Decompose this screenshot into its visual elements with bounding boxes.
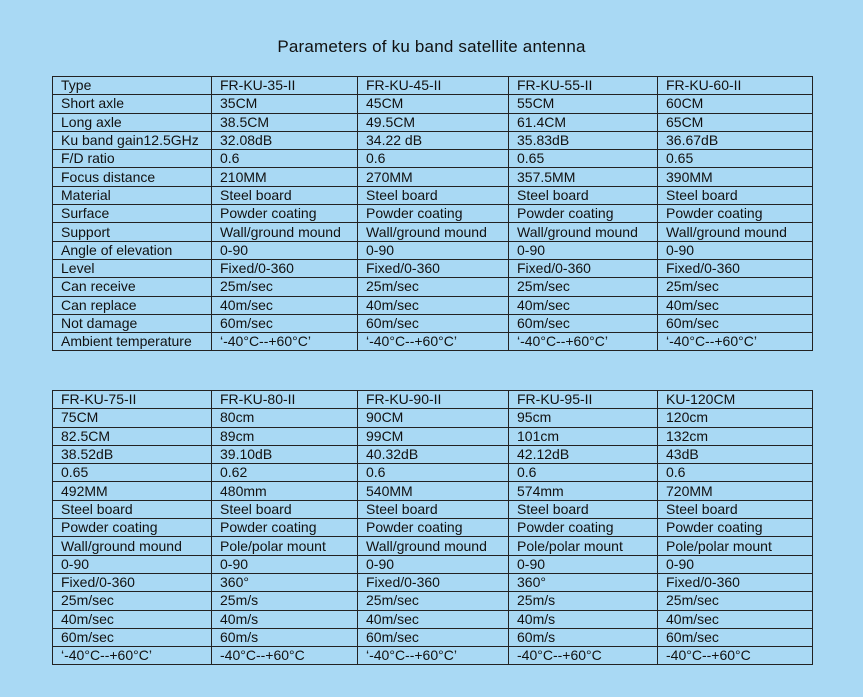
table-cell: 25m/sec <box>658 592 813 610</box>
table-cell: 574mm <box>509 482 658 500</box>
table-cell: Powder coating <box>358 519 509 537</box>
table-cell: 0-90 <box>358 555 509 573</box>
table-cell: 40m/sec <box>658 296 813 314</box>
table-cell: Fixed/0-360 <box>358 259 509 277</box>
table-cell: Wall/ground mound <box>53 537 212 555</box>
table-cell: FR-KU-75-II <box>53 391 212 409</box>
table-cell: 0-90 <box>658 241 813 259</box>
table-row <box>53 113 813 131</box>
table-cell: 25m/sec <box>358 592 509 610</box>
table-cell: 36.67dB <box>658 131 813 149</box>
table-cell: Pole/polar mount <box>212 537 358 555</box>
table-cell: 90CM <box>358 409 509 427</box>
table-cell: Steel board <box>212 186 358 204</box>
table-cell: Wall/ground mound <box>358 223 509 241</box>
table-cell: 80cm <box>212 409 358 427</box>
table-cell: 390MM <box>658 168 813 186</box>
table-cell: Pole/polar mount <box>509 537 658 555</box>
table-row <box>53 445 813 463</box>
table-cell: FR-KU-45-II <box>358 77 509 95</box>
table-cell: 60m/sec <box>53 628 212 646</box>
table-row <box>53 278 813 296</box>
table-row <box>53 555 813 573</box>
table-cell: 492MM <box>53 482 212 500</box>
table-cell: ‘-40°C--+60°C’ <box>358 647 509 665</box>
table-cell: 82.5CM <box>53 427 212 445</box>
table-cell: Fixed/0-360 <box>509 259 658 277</box>
table-row <box>53 427 813 445</box>
table-row <box>53 77 813 95</box>
table-cell: 270MM <box>358 168 509 186</box>
table-row <box>53 519 813 537</box>
table-cell: 60m/sec <box>358 314 509 332</box>
table-cell: 40m/sec <box>509 296 658 314</box>
table-row <box>53 464 813 482</box>
table-cell: 540MM <box>358 482 509 500</box>
row-label-cell: Type <box>53 77 212 95</box>
table-cell: Powder coating <box>509 519 658 537</box>
table-cell: 0-90 <box>358 241 509 259</box>
table-cell: 210MM <box>212 168 358 186</box>
table-cell: 40m/sec <box>358 610 509 628</box>
table-cell: 0-90 <box>509 241 658 259</box>
table-cell: FR-KU-60-II <box>658 77 813 95</box>
table-cell: 61.4CM <box>509 113 658 131</box>
row-label-cell: Level <box>53 259 212 277</box>
table-cell: FR-KU-35-II <box>212 77 358 95</box>
table-row <box>53 241 813 259</box>
table-cell: 75CM <box>53 409 212 427</box>
table-cell: 0.65 <box>53 464 212 482</box>
table-cell: 34.22 dB <box>358 131 509 149</box>
table-cell: Powder coating <box>212 205 358 223</box>
table-cell: 40m/sec <box>212 296 358 314</box>
table-cell: -40°C--+60°C <box>212 647 358 665</box>
table-cell: ‘-40°C--+60°C’ <box>212 333 358 351</box>
table-cell: -40°C--+60°C <box>658 647 813 665</box>
table-cell: 0.6 <box>509 464 658 482</box>
table-cell: 40m/s <box>212 610 358 628</box>
table-cell: 25m/sec <box>53 592 212 610</box>
table-cell: 40.32dB <box>358 445 509 463</box>
table-cell: 132cm <box>658 427 813 445</box>
table-cell: 40m/sec <box>658 610 813 628</box>
table-cell: 0-90 <box>658 555 813 573</box>
table-cell: Steel board <box>509 500 658 518</box>
table-cell: Powder coating <box>53 519 212 537</box>
table-cell: Wall/ground mound <box>658 223 813 241</box>
row-label-cell: Angle of elevation <box>53 241 212 259</box>
table-cell: 0.6 <box>658 464 813 482</box>
table-row <box>53 95 813 113</box>
table-cell: Wall/ground mound <box>212 223 358 241</box>
table-cell: 25m/sec <box>358 278 509 296</box>
row-label-cell: Short axle <box>53 95 212 113</box>
row-label-cell: Ku band gain12.5GHz <box>53 131 212 149</box>
table-cell: Fixed/0-360 <box>358 573 509 591</box>
row-label-cell: Ambient temperature <box>53 333 212 351</box>
table-cell: Powder coating <box>358 205 509 223</box>
table-cell: 0.6 <box>212 150 358 168</box>
table-cell: 40m/s <box>509 610 658 628</box>
table-cell: ‘-40°C--+60°C’ <box>509 333 658 351</box>
table-cell: 60m/s <box>212 628 358 646</box>
table-cell: 38.52dB <box>53 445 212 463</box>
table-cell: Steel board <box>358 186 509 204</box>
table-row <box>53 628 813 646</box>
table-cell: 40m/sec <box>53 610 212 628</box>
row-label-cell: Focus distance <box>53 168 212 186</box>
table-cell: 0-90 <box>212 241 358 259</box>
table-row <box>53 333 813 351</box>
row-label-cell: Can receive <box>53 278 212 296</box>
table-cell: 95cm <box>509 409 658 427</box>
table-cell: 0.6 <box>358 464 509 482</box>
table-cell: FR-KU-80-II <box>212 391 358 409</box>
table-row <box>53 168 813 186</box>
table-cell: Powder coating <box>658 205 813 223</box>
table-row <box>53 482 813 500</box>
table-row <box>53 573 813 591</box>
table-cell: 40m/sec <box>358 296 509 314</box>
row-label-cell: Not damage <box>53 314 212 332</box>
table-cell: 35CM <box>212 95 358 113</box>
table-cell: 25m/sec <box>212 278 358 296</box>
table-cell: FR-KU-95-II <box>509 391 658 409</box>
row-label-cell: Support <box>53 223 212 241</box>
table-row <box>53 610 813 628</box>
table-cell: Steel board <box>658 500 813 518</box>
row-label-cell: Material <box>53 186 212 204</box>
table-cell: Steel board <box>53 500 212 518</box>
table-cell: Steel board <box>509 186 658 204</box>
table-cell: 49.5CM <box>358 113 509 131</box>
table-cell: 25m/s <box>212 592 358 610</box>
spec-table-1-body <box>53 77 813 351</box>
table-cell: 720MM <box>658 482 813 500</box>
table-cell: 0.6 <box>358 150 509 168</box>
table-cell: FR-KU-55-II <box>509 77 658 95</box>
table-cell: 42.12dB <box>509 445 658 463</box>
table-cell: 60m/sec <box>658 314 813 332</box>
table-cell: Fixed/0-360 <box>658 573 813 591</box>
table-cell: Wall/ground mound <box>358 537 509 555</box>
table-cell: 101cm <box>509 427 658 445</box>
table-row <box>53 186 813 204</box>
table-row <box>53 537 813 555</box>
row-label-cell: Surface <box>53 205 212 223</box>
table-cell: 357.5MM <box>509 168 658 186</box>
table-cell: FR-KU-90-II <box>358 391 509 409</box>
table-cell: 25m/s <box>509 592 658 610</box>
table-cell: 0-90 <box>53 555 212 573</box>
table-cell: 32.08dB <box>212 131 358 149</box>
table-cell: 38.5CM <box>212 113 358 131</box>
spec-table-2-body <box>53 391 813 665</box>
table-cell: 60m/sec <box>658 628 813 646</box>
table-row <box>53 223 813 241</box>
table-cell: 45CM <box>358 95 509 113</box>
table-cell: 25m/sec <box>509 278 658 296</box>
table-cell: 120cm <box>658 409 813 427</box>
row-label-cell: F/D ratio <box>53 150 212 168</box>
table-cell: 480mm <box>212 482 358 500</box>
table-cell: 43dB <box>658 445 813 463</box>
table-row <box>53 296 813 314</box>
table-row <box>53 592 813 610</box>
table-cell: 89cm <box>212 427 358 445</box>
table-cell: 60CM <box>658 95 813 113</box>
table-cell: 0-90 <box>212 555 358 573</box>
table-row <box>53 205 813 223</box>
table-cell: 60m/s <box>509 628 658 646</box>
table-cell: ‘-40°C--+60°C’ <box>358 333 509 351</box>
table-cell: Powder coating <box>509 205 658 223</box>
table-cell: ‘-40°C--+60°C’ <box>53 647 212 665</box>
table-cell: 25m/sec <box>658 278 813 296</box>
table-cell: 65CM <box>658 113 813 131</box>
table-cell: Fixed/0-360 <box>53 573 212 591</box>
table-cell: 0.65 <box>658 150 813 168</box>
table-cell: 60m/sec <box>358 628 509 646</box>
table-cell: 0.62 <box>212 464 358 482</box>
table-cell: 0.65 <box>509 150 658 168</box>
table-cell: Powder coating <box>212 519 358 537</box>
table-cell: 35.83dB <box>509 131 658 149</box>
table-row <box>53 314 813 332</box>
table-row <box>53 259 813 277</box>
table-cell: 60m/sec <box>509 314 658 332</box>
table-cell: Fixed/0-360 <box>212 259 358 277</box>
table-cell: Powder coating <box>658 519 813 537</box>
table-cell: Wall/ground mound <box>509 223 658 241</box>
table-cell: Pole/polar mount <box>658 537 813 555</box>
table-cell: 39.10dB <box>212 445 358 463</box>
table-cell: 0-90 <box>509 555 658 573</box>
table-row <box>53 409 813 427</box>
table-cell: KU-120CM <box>658 391 813 409</box>
row-label-cell: Can replace <box>53 296 212 314</box>
table-row <box>53 131 813 149</box>
table-cell: 360° <box>509 573 658 591</box>
table-cell: 99CM <box>358 427 509 445</box>
spec-table-1 <box>52 76 813 351</box>
table-cell: 360° <box>212 573 358 591</box>
spec-table-2 <box>52 390 813 665</box>
table-row <box>53 647 813 665</box>
table-cell: Steel board <box>658 186 813 204</box>
table-cell: -40°C--+60°C <box>509 647 658 665</box>
table-cell: Steel board <box>358 500 509 518</box>
table-cell: Steel board <box>212 500 358 518</box>
table-row <box>53 150 813 168</box>
row-label-cell: Long axle <box>53 113 212 131</box>
table-row <box>53 391 813 409</box>
page-title: Parameters of ku band satellite antenna <box>277 37 586 56</box>
table-cell: 60m/sec <box>212 314 358 332</box>
table-cell: ‘-40°C--+60°C’ <box>658 333 813 351</box>
table-cell: Fixed/0-360 <box>658 259 813 277</box>
table-cell: 55CM <box>509 95 658 113</box>
table-row <box>53 500 813 518</box>
